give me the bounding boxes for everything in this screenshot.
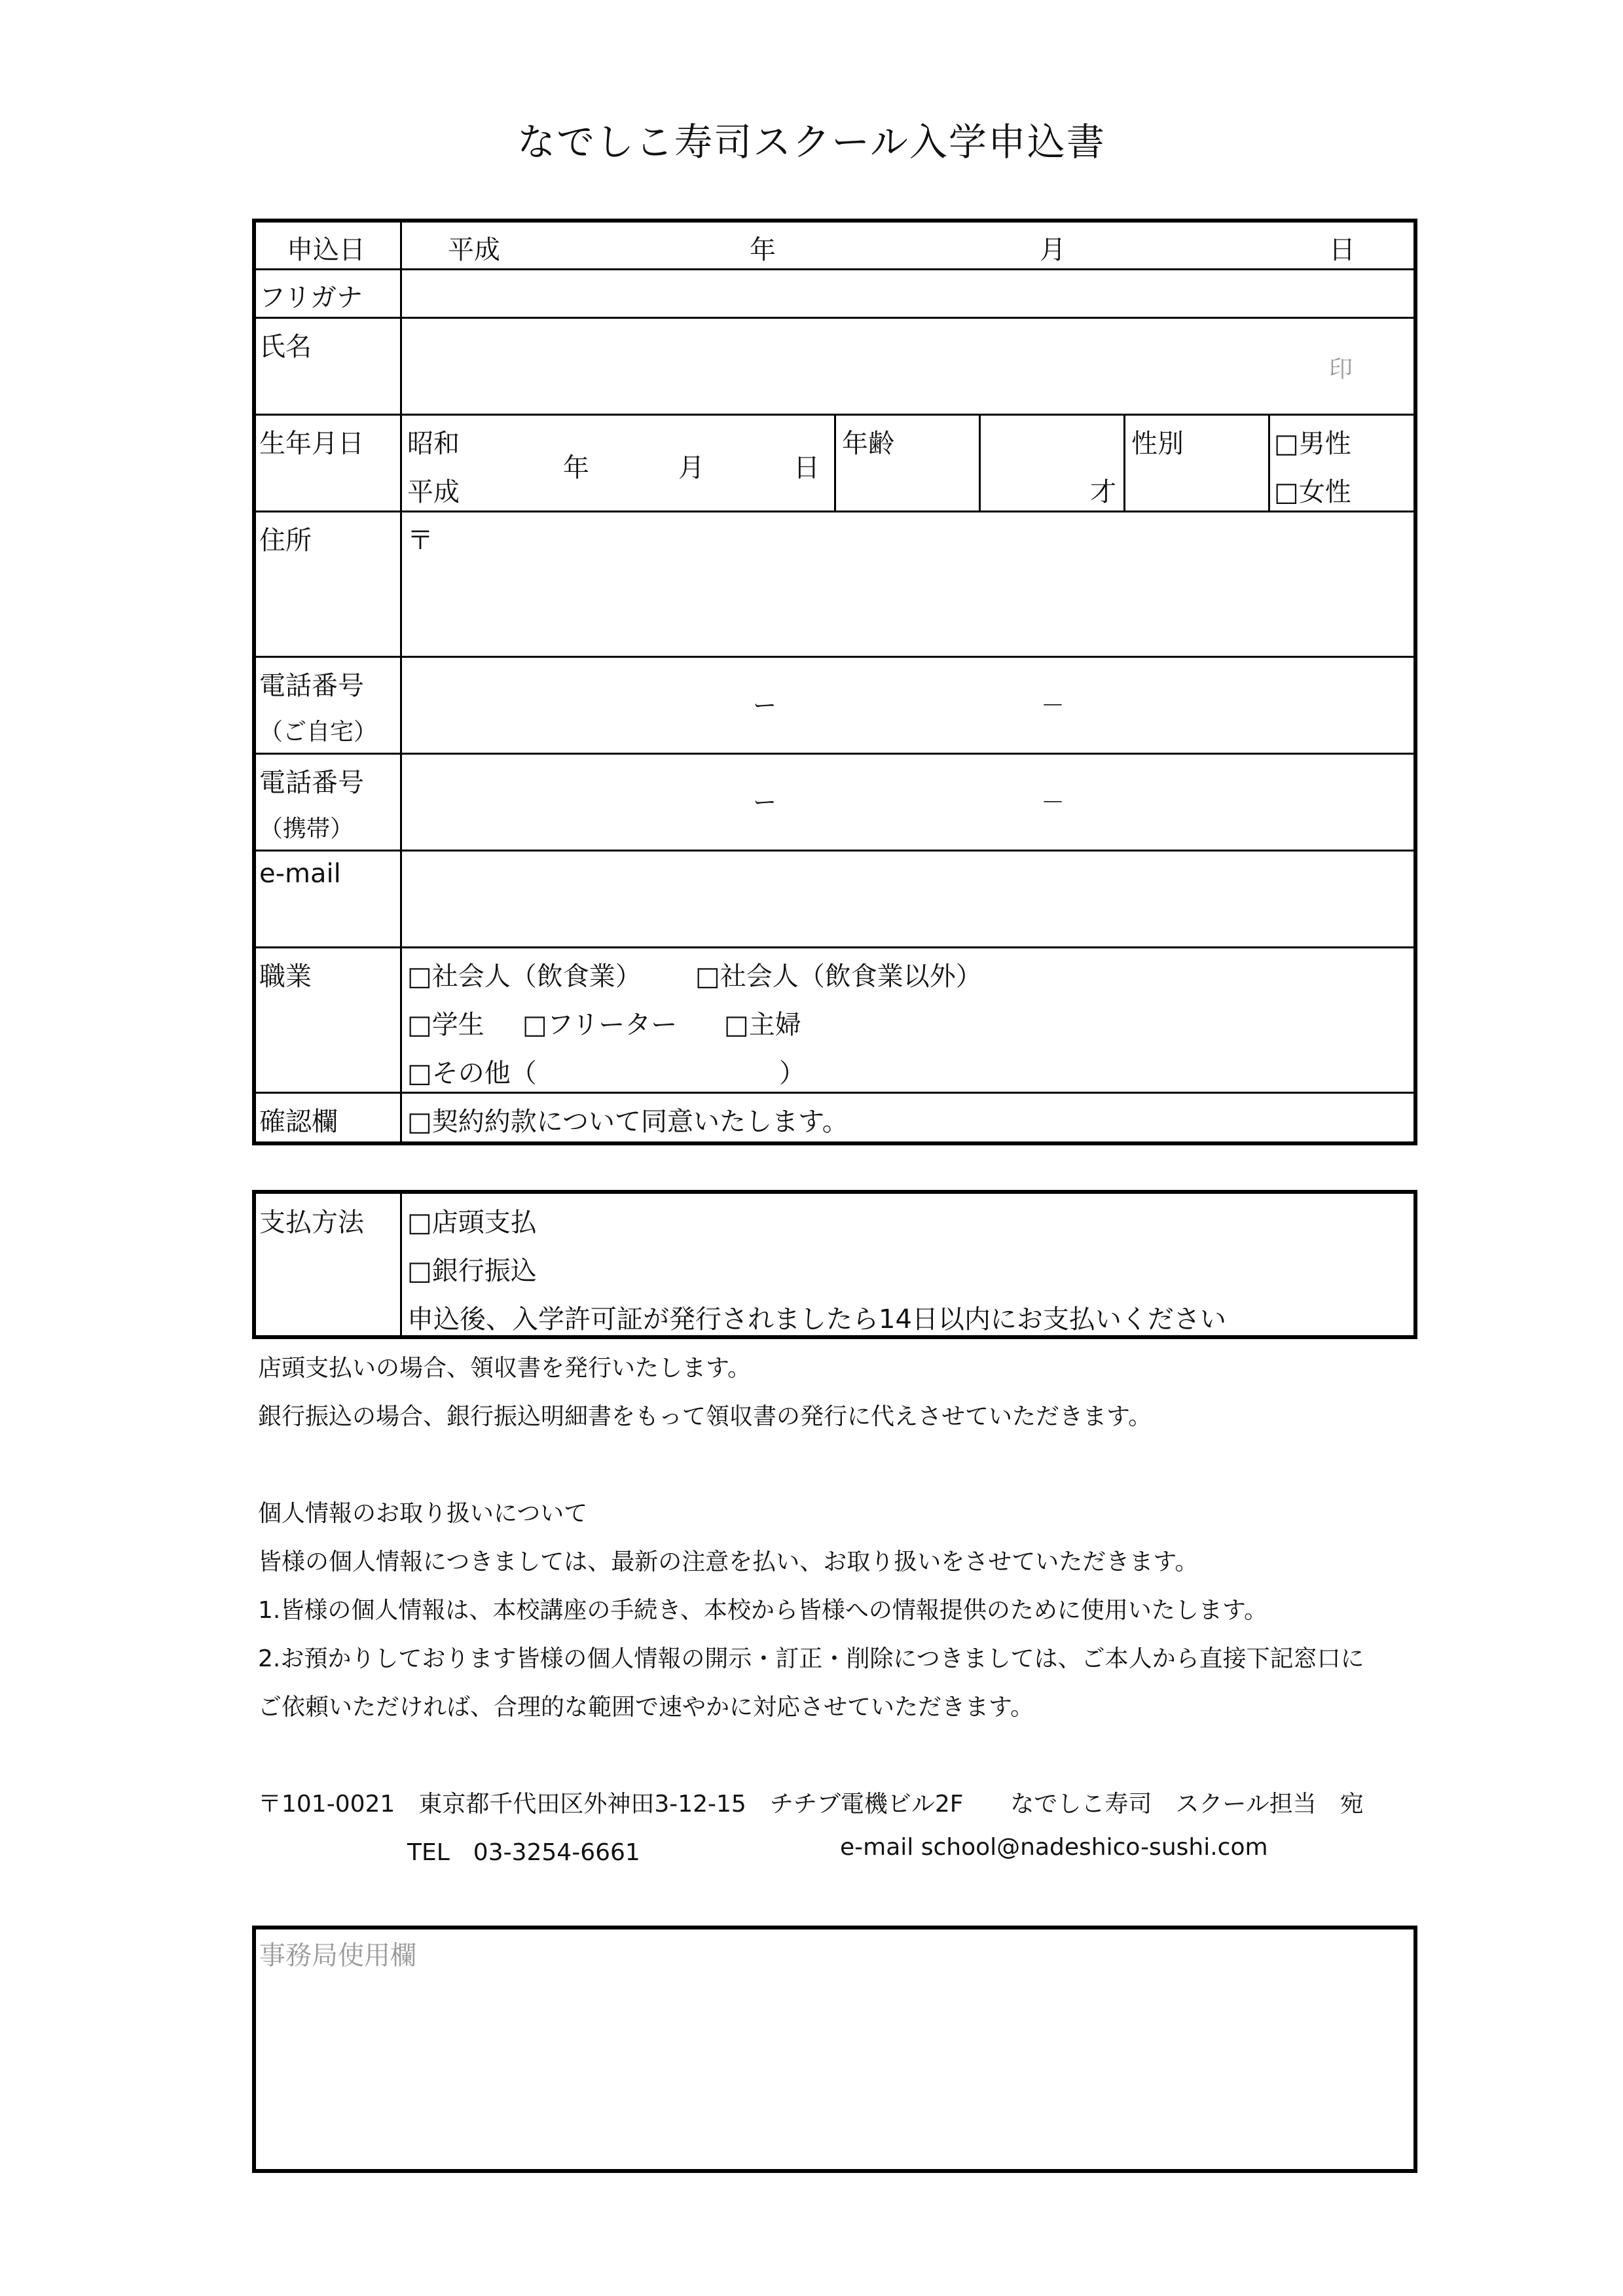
contact-address: 〒101-0021 東京都千代田区外神田3-12-15 チチブ電機ビル2F なでしこ寿司 スクール担当 宛 <box>258 1791 1364 1818</box>
row-divider <box>254 850 1415 852</box>
occupation-option-housewife[interactable]: □主婦 <box>724 1010 801 1040</box>
row-divider <box>254 511 1415 512</box>
privacy-line: 皆様の個人情報につきましては、最新の注意を払い、お取り扱いをさせていただきます。 <box>258 1549 1199 1575</box>
birthdate-divider <box>834 415 836 511</box>
age-label: 年齢 <box>842 429 894 459</box>
label-column-divider <box>400 220 402 1144</box>
privacy-heading: 個人情報のお取り扱いについて <box>258 1500 588 1527</box>
occupation-label: 職業 <box>259 961 312 992</box>
furigana-field[interactable] <box>403 270 1413 315</box>
payment-label: 支払方法 <box>259 1208 364 1238</box>
occupation-option-non-restaurant[interactable]: □社会人（飲食業以外） <box>695 961 982 992</box>
phone-home-sublabel: （ご自宅） <box>259 719 378 745</box>
phone-mobile-separator: ー <box>753 789 777 816</box>
phone-mobile-sublabel: （携帯） <box>259 816 354 842</box>
row-divider <box>254 946 1415 948</box>
birthdate-day: 日 <box>793 453 820 483</box>
address-label: 住所 <box>259 526 312 556</box>
age-unit: 才 <box>1090 477 1116 507</box>
phone-home-label: 電話番号 <box>259 671 364 701</box>
gender-female-checkbox[interactable]: □女性 <box>1274 477 1351 507</box>
note-bank-payment: 銀行振込の場合、銀行振込明細書をもって領収書の発行に代えさせていただきます。 <box>258 1403 1152 1430</box>
terms-agree-checkbox[interactable]: □契約約款について同意いたします。 <box>407 1107 848 1137</box>
apply-date-month: 月 <box>1040 235 1066 265</box>
confirm-label: 確認欄 <box>259 1107 338 1137</box>
apply-date-day: 日 <box>1329 235 1355 265</box>
privacy-line: ご依頼いただければ、合理的な範囲で速やかに対応させていただきます。 <box>258 1694 1034 1721</box>
apply-date-era: 平成 <box>448 235 500 265</box>
gender-male-checkbox[interactable]: □男性 <box>1274 429 1351 459</box>
payment-label-divider <box>400 1191 402 1338</box>
email-field[interactable] <box>403 853 1413 945</box>
birthdate-divider <box>1268 415 1270 511</box>
birthdate-era-showa: 昭和 <box>407 429 460 459</box>
phone-home-separator: ー <box>753 692 777 719</box>
office-use-box <box>252 1926 1417 2173</box>
page-title: なでしこ寿司スクール入学申込書 <box>517 120 1106 164</box>
contact-tel: TEL 03-3254-6661 <box>407 1839 640 1866</box>
birthdate-month: 月 <box>678 453 704 483</box>
postal-mark: 〒 <box>407 526 433 556</box>
phone-mobile-label: 電話番号 <box>259 768 364 798</box>
privacy-line: 2.お預かりしております皆様の個人情報の開示・訂正・削除につきましては、ご本人から直接下記窓口に <box>258 1645 1364 1672</box>
name-field[interactable] <box>403 319 1413 412</box>
payment-note: 申込後、入学許可証が発行されましたら14日以内にお支払いください <box>407 1304 1226 1335</box>
row-divider <box>254 753 1415 755</box>
phone-mobile-separator: － <box>1041 789 1065 816</box>
occupation-other-close: ） <box>779 1058 805 1088</box>
furigana-label: フリガナ <box>259 283 363 313</box>
payment-bank-checkbox[interactable]: □銀行振込 <box>407 1256 537 1286</box>
birthdate-divider <box>979 415 981 511</box>
occupation-option-student[interactable]: □学生 <box>407 1010 484 1040</box>
occupation-option-freeter[interactable]: □フリーター <box>522 1010 678 1040</box>
gender-label: 性別 <box>1131 429 1184 459</box>
apply-date-year: 年 <box>750 235 776 265</box>
office-use-label: 事務局使用欄 <box>259 1941 416 1971</box>
contact-email: e-mail school@nadeshico-sushi.com <box>840 1834 1268 1861</box>
note-store-payment: 店頭支払いの場合、領収書を発行いたします。 <box>258 1355 752 1382</box>
address-field[interactable] <box>432 514 1413 655</box>
birthdate-year: 年 <box>563 453 589 483</box>
apply-date-label: 申込日 <box>287 235 365 265</box>
payment-store-checkbox[interactable]: □店頭支払 <box>407 1208 537 1238</box>
birthdate-era-heisei: 平成 <box>407 477 460 507</box>
email-label: e-mail <box>259 859 341 889</box>
row-divider <box>254 656 1415 658</box>
seal-mark: 印 <box>1329 356 1353 383</box>
birthdate-label: 生年月日 <box>259 429 364 459</box>
birthdate-divider <box>1123 415 1125 511</box>
privacy-line: 1.皆様の個人情報は、本校講座の手続き、本校から皆様への情報提供のために使用いたします。 <box>258 1597 1268 1624</box>
name-label: 氏名 <box>259 332 312 362</box>
occupation-option-other[interactable]: □その他（ <box>407 1058 537 1088</box>
phone-home-separator: － <box>1041 692 1065 719</box>
row-divider <box>254 1092 1415 1094</box>
occupation-option-restaurant[interactable]: □社会人（飲食業） <box>407 961 642 992</box>
